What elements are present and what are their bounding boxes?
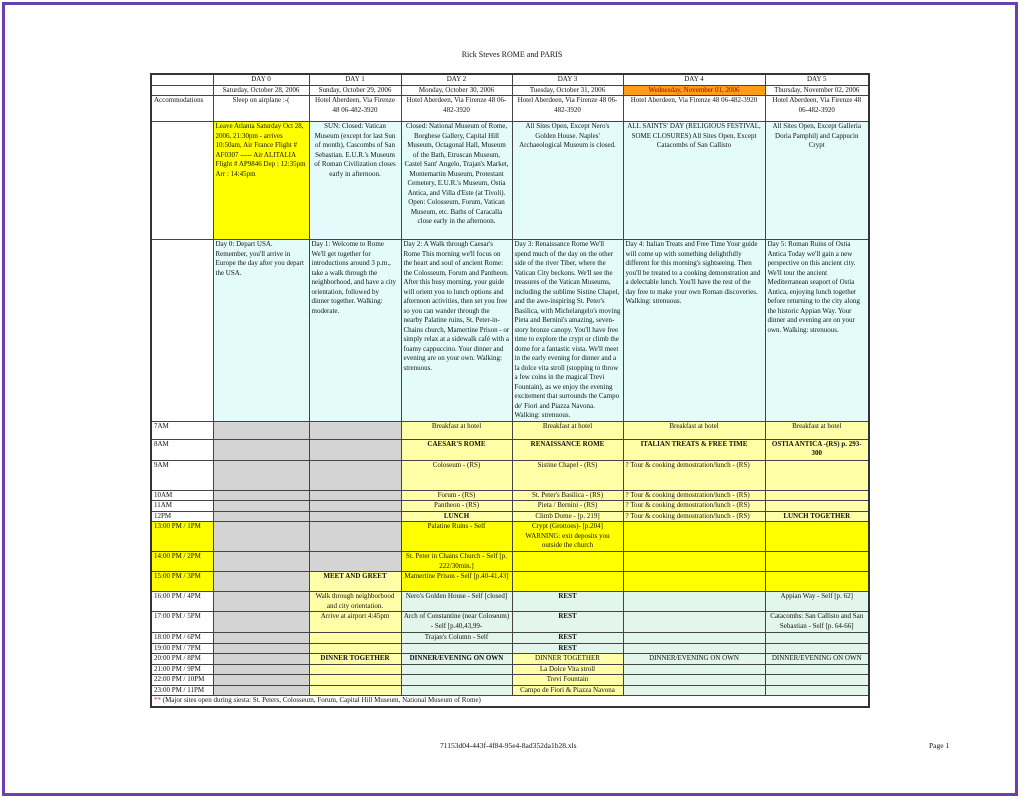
day-2-description: Day 2: A Walk through Caesar's Rome This morning we'll focus on the heart and soul of ancient Rome: the Colosseum, Forum and Pantheon. After this busy morning, your guide will orient you to lunch options and afternoon activities, then set you free so you can wander through the nearby Palatine ruins, St. Peter-in-Chains church, Mamertine Prison - or simply relax at a sidewalk café with a foamy cappuccino. Your dinner and evening are on your own. Walking: strenuous. [401, 240, 512, 422]
footer-page-number: Page 1 [929, 741, 950, 750]
day-1-description: Day 1: Welcome to Rome We'll get together for introductions around 3 p.m., take a walk through the neighborhood, and have a city orientation, followed by dinner together. Walking: moderate. [309, 240, 401, 422]
schedule-cell [213, 439, 309, 460]
time-label: 20:00 PM / 8PM [151, 654, 213, 665]
schedule-cell: RENAISSANCE ROME [512, 439, 623, 460]
schedule-cell: ? Tour & cooking demostration/lunch - (RS) [623, 490, 765, 501]
schedule-row [151, 675, 869, 686]
schedule-cell: ? Tour & cooking demostration/lunch - (RS) [623, 511, 765, 522]
schedule-cell [309, 675, 401, 686]
day-3-accommodation: Hotel Aberdeen, Via Firenze 48 06-482-3920 [512, 96, 623, 122]
schedule-cell: Arch of Constantine (near Coloseum) - Self [p.40,43,99- [401, 612, 512, 633]
schedule-cell [309, 643, 401, 654]
time-label: 19:00 PM / 7PM [151, 643, 213, 654]
schedule-cell [765, 633, 869, 644]
day-0-accommodation: Sleep on airplane :-( [213, 96, 309, 122]
schedule-cell [309, 460, 401, 490]
schedule-row [151, 685, 869, 696]
time-label: 10AM [151, 490, 213, 501]
schedule-cell [765, 643, 869, 654]
schedule-cell: DINNER TOGETHER [512, 654, 623, 665]
schedule-cell: Breakfast at hotel [401, 421, 512, 439]
schedule-cell [213, 511, 309, 522]
schedule-cell [623, 685, 765, 696]
day-2-notes: Closed: National Museum of Rome, Borghese Gallery, Capital Hill Museum, Octagonal Hall, Museum of the Bath, Etruscan Museum, Castel Sant' Angelo, Trajan's Market, Montemartin Museum, Protestant Cemetery, E.U.R.'s Museum, Ostia Antica, and Villa d'Este (at Tivoli). Open: Colosseum, Forum, Vatican Museum, etc. Baths of Caracalla close early in the afternoon. [401, 122, 512, 240]
schedule-cell [309, 439, 401, 460]
schedule-row [151, 643, 869, 654]
time-label: 9AM [151, 460, 213, 490]
description-row [151, 240, 869, 422]
schedule-cell: Nero's Golden House - Self [closed] [401, 592, 512, 612]
schedule-cell [213, 501, 309, 512]
day-5-label: DAY 5 [765, 74, 869, 85]
itinerary-table [150, 73, 870, 708]
schedule-row [151, 612, 869, 633]
day-1-accommodation: Hotel Aberdeen, Via Firenze 48 06-482-3920 [309, 96, 401, 122]
schedule-row [151, 490, 869, 501]
time-label: 16:00 PM / 4PM [151, 592, 213, 612]
schedule-cell: REST [512, 643, 623, 654]
schedule-cell: REST [512, 592, 623, 612]
schedule-cell [765, 490, 869, 501]
day-5-accommodation: Hotel Aberdeen, Via Firenze 48 06-482-3920 [765, 96, 869, 122]
day-1-label: DAY 1 [309, 74, 401, 85]
schedule-cell [623, 633, 765, 644]
day-5-description: Day 5: Roman Ruins of Ostia Antica Today we'll gain a new perspective on this ancient city. We'll tour the ancient Mediterranean seaport of Ostia Antica, enjoying lunch together before returning to the city along the historic Appian Way. Your dinner and evening are on your own. Walking: strenuous. [765, 240, 869, 422]
schedule-cell: Campo de Fiori & Piazza Navona [512, 685, 623, 696]
schedule-cell: ? Tour & cooking demostration/lunch - (RS) [623, 460, 765, 490]
schedule-cell [213, 643, 309, 654]
notes-row [151, 122, 869, 240]
time-label: 8AM [151, 439, 213, 460]
schedule-cell [765, 460, 869, 490]
time-label: 21:00 PM / 9PM [151, 664, 213, 675]
schedule-cell [623, 612, 765, 633]
time-label: 15:00 PM / 3PM [151, 572, 213, 592]
day-label-row [151, 74, 869, 85]
schedule-cell [213, 633, 309, 644]
schedule-cell: ? Tour & cooking demostration/lunch - (RS) [623, 501, 765, 512]
day-0-notes: Leave Atlanta Saturday Oct 28, 2006, 21:30pm - arrives 10:50am, Air France Flight # AF0307 ----- Air ALITALIA Flight # AP9846 Dep : 12:35pm Arr : 14:45pm [213, 122, 309, 240]
schedule-cell [623, 664, 765, 675]
day-3-label: DAY 3 [512, 74, 623, 85]
day-1-notes: SUN: Closed: Vatican Museum (except for last Sun of month), Cascombs of San Sebastian. E.U.R.'s Museum of Roman Civilization closes early in afternoon. [309, 122, 401, 240]
day-5-date: Thursday, November 02, 2006 [765, 85, 869, 96]
footnote-row [151, 696, 869, 707]
schedule-cell [623, 643, 765, 654]
time-label: 12PM [151, 511, 213, 522]
day-1-date: Sunday, October 29, 2006 [309, 85, 401, 96]
schedule-cell [401, 685, 512, 696]
schedule-cell: REST [512, 633, 623, 644]
schedule-cell: Trajan's Column - Self [401, 633, 512, 644]
schedule-row [151, 460, 869, 490]
schedule-cell: St. Peter's Basilica - (RS) [512, 490, 623, 501]
schedule-row [151, 439, 869, 460]
schedule-row [151, 654, 869, 665]
day-0-label: DAY 0 [213, 74, 309, 85]
schedule-cell: Climb Dome - [p. 219] [512, 511, 623, 522]
schedule-cell [765, 572, 869, 592]
schedule-cell [213, 675, 309, 686]
footnote-cell [151, 696, 869, 707]
schedule-row [151, 552, 869, 572]
corner-cell [151, 74, 213, 85]
day-5-notes: All Sites Open, Except Galleria Doria Pamphilj and Cappucin Crypt [765, 122, 869, 240]
schedule-cell: Sistine Chapel - (RS) [512, 460, 623, 490]
schedule-cell: Forum - (RS) [401, 490, 512, 501]
schedule-cell: Catacombs: San Callisto and San Sebastian - Self [p. 64-66] [765, 612, 869, 633]
schedule-cell: LUNCH [401, 511, 512, 522]
schedule-cell [213, 612, 309, 633]
schedule-cell: La Dolce Vita stroll [512, 664, 623, 675]
schedule-cell: LUNCH TOGETHER [765, 511, 869, 522]
day-2-accommodation: Hotel Aberdeen, Via Firenze 48 06-482-3920 [401, 96, 512, 122]
schedule-cell [512, 572, 623, 592]
schedule-row [151, 633, 869, 644]
schedule-cell: MEET AND GREET [309, 572, 401, 592]
day-4-date-highlighted: Wednesday, November 01, 2006 [623, 85, 765, 96]
schedule-cell: DINNER TOGETHER [309, 654, 401, 665]
schedule-cell [309, 552, 401, 572]
schedule-row [151, 421, 869, 439]
day-0-description: Day 0: Depart USA. Remember, you'll arrive in Europe the day after you depart the USA. [213, 240, 309, 422]
schedule-cell [309, 522, 401, 552]
schedule-cell: ITALIAN TREATS & FREE TIME [623, 439, 765, 460]
schedule-cell [623, 552, 765, 572]
schedule-cell [401, 664, 512, 675]
empty-cell [151, 85, 213, 96]
schedule-cell [309, 490, 401, 501]
empty-cell [151, 240, 213, 422]
empty-cell [151, 122, 213, 240]
day-4-notes: ALL SAINTS' DAY (RELIGIOUS FESTIVAL, SOME CLOSURES) All Sites Open, Except Catacombs of San Callisto [623, 122, 765, 240]
schedule-row [151, 592, 869, 612]
schedule-cell: OSTIA ANTICA -(RS) p. 293-300 [765, 439, 869, 460]
schedule-cell [213, 421, 309, 439]
day-4-description: Day 4: Italian Treats and Free Time Your guide will come up with something delightfully different for this morning's sightseeing. Then you'll be treated to a cooking demonstration and a delectable lunch. You'll have the rest of the day free to make your own Roman discoveries. Walking: strenuous. [623, 240, 765, 422]
schedule-cell [309, 511, 401, 522]
schedule-cell [213, 522, 309, 552]
schedule-row [151, 511, 869, 522]
schedule-cell [401, 675, 512, 686]
schedule-cell: Mamertine Prison - Self [p.40-41,43] [401, 572, 512, 592]
accommodations-label: Accommodations [151, 96, 213, 122]
schedule-cell [765, 552, 869, 572]
schedule-cell [213, 592, 309, 612]
day-3-notes: All Sites Open, Except Nero's Golden House. Naples' Archaeological Museum is closed. [512, 122, 623, 240]
schedule-row [151, 522, 869, 552]
schedule-cell [213, 572, 309, 592]
schedule-cell: Breakfast at hotel [623, 421, 765, 439]
schedule-row [151, 664, 869, 675]
schedule-cell [623, 572, 765, 592]
day-2-label: DAY 2 [401, 74, 512, 85]
accommodations-row [151, 96, 869, 122]
schedule-cell: Breakfast at hotel [765, 421, 869, 439]
schedule-cell: DINNER/EVENING ON OWN [623, 654, 765, 665]
schedule-cell: St. Peter in Chains Church - Self [p. 222/30min.] [401, 552, 512, 572]
schedule-cell: Arrive at airport 4:45pm [309, 612, 401, 633]
schedule-cell: Palatine Ruins - Self [401, 522, 512, 552]
time-label: 22:00 PM / 10PM [151, 675, 213, 686]
schedule-row [151, 572, 869, 592]
day-4-label: DAY 4 [623, 74, 765, 85]
schedule-cell [765, 675, 869, 686]
schedule-cell: Coloseum - (RS) [401, 460, 512, 490]
schedule-cell [309, 501, 401, 512]
schedule-row [151, 501, 869, 512]
time-label: 13:00 PM / 1PM [151, 522, 213, 552]
schedule-cell [213, 685, 309, 696]
schedule-cell [309, 685, 401, 696]
date-row [151, 85, 869, 96]
schedule-cell: Pieta / Bernini - (RS) [512, 501, 623, 512]
day-3-date: Tuesday, October 31, 2006 [512, 85, 623, 96]
footer-filename: 71153d04-443f-4f84-95e4-8ad352da1b28.xls [440, 741, 577, 750]
schedule-cell: DINNER/EVENING ON OWN [401, 654, 512, 665]
schedule-cell [401, 643, 512, 654]
day-2-date: Monday, October 30, 2006 [401, 85, 512, 96]
schedule-cell: Breakfast at hotel [512, 421, 623, 439]
day-3-description: Day 3: Renaissance Rome We'll spend much of the day on the other side of the river Tiber, where the Vatican City beckons. We'll see the treasures of the Vatican Museums, including the sublime Sistine Chapel, and the awe-inspiring St. Peter's Basilica, with Michelangelo's moving Pieta and Bernini's amazing, seven-story bronze canopy. You'll have free time to explore the crypt or climb the dome for a fantastic vista. We'll meet in the early evening for dinner and a la dolce vita stroll (stopping to throw a few coins in the magical Trevi Fountain), as we enjoy the evening excitement that surrounds the Campo de' Fiori and Piazza Navona. Walking: strenuous. [512, 240, 623, 422]
schedule-cell: Trevi Fountain [512, 675, 623, 686]
footnote-marker: ** [154, 696, 161, 704]
schedule-cell [623, 522, 765, 552]
schedule-cell [765, 664, 869, 675]
schedule-cell [623, 675, 765, 686]
document-title: Rick Steves ROME and PARIS [461, 50, 563, 59]
schedule-cell [213, 664, 309, 675]
schedule-cell [309, 421, 401, 439]
schedule-cell [213, 654, 309, 665]
schedule-cell [309, 633, 401, 644]
schedule-cell [765, 685, 869, 696]
schedule-cell [765, 522, 869, 552]
time-label: 18:00 PM / 6PM [151, 633, 213, 644]
schedule-cell: Appian Way - Self [p. 62] [765, 592, 869, 612]
schedule-cell: Pantheon - (RS) [401, 501, 512, 512]
schedule-cell [309, 664, 401, 675]
schedule-cell [512, 552, 623, 572]
schedule-cell: Crypt (Grottoes)- [p.204] WARNING: exit deposits you outside the church [512, 522, 623, 552]
schedule-cell: REST [512, 612, 623, 633]
schedule-cell [623, 592, 765, 612]
schedule-cell [213, 490, 309, 501]
time-label: 11AM [151, 501, 213, 512]
schedule-cell [213, 460, 309, 490]
time-label: 17:00 PM / 5PM [151, 612, 213, 633]
schedule-cell: CAESAR'S ROME [401, 439, 512, 460]
footnote-text: (Major sites open during siesta: St. Peters, Colosseum, Forum, Capital Hill Museum, National Museum of Rome) [161, 696, 481, 704]
time-label: 7AM [151, 421, 213, 439]
schedule-cell: Walk through neighborhood and city orientation. [309, 592, 401, 612]
day-4-accommodation: Hotel Aberdeen, Via Firenze 48 06-482-3920 [623, 96, 765, 122]
time-label: 14:00 PM / 2PM [151, 552, 213, 572]
schedule-cell: DINNER/EVENING ON OWN [765, 654, 869, 665]
day-0-date: Saturday, October 28, 2006 [213, 85, 309, 96]
schedule-cell [213, 552, 309, 572]
time-label: 23:00 PM / 11PM [151, 685, 213, 696]
schedule-cell [765, 501, 869, 512]
